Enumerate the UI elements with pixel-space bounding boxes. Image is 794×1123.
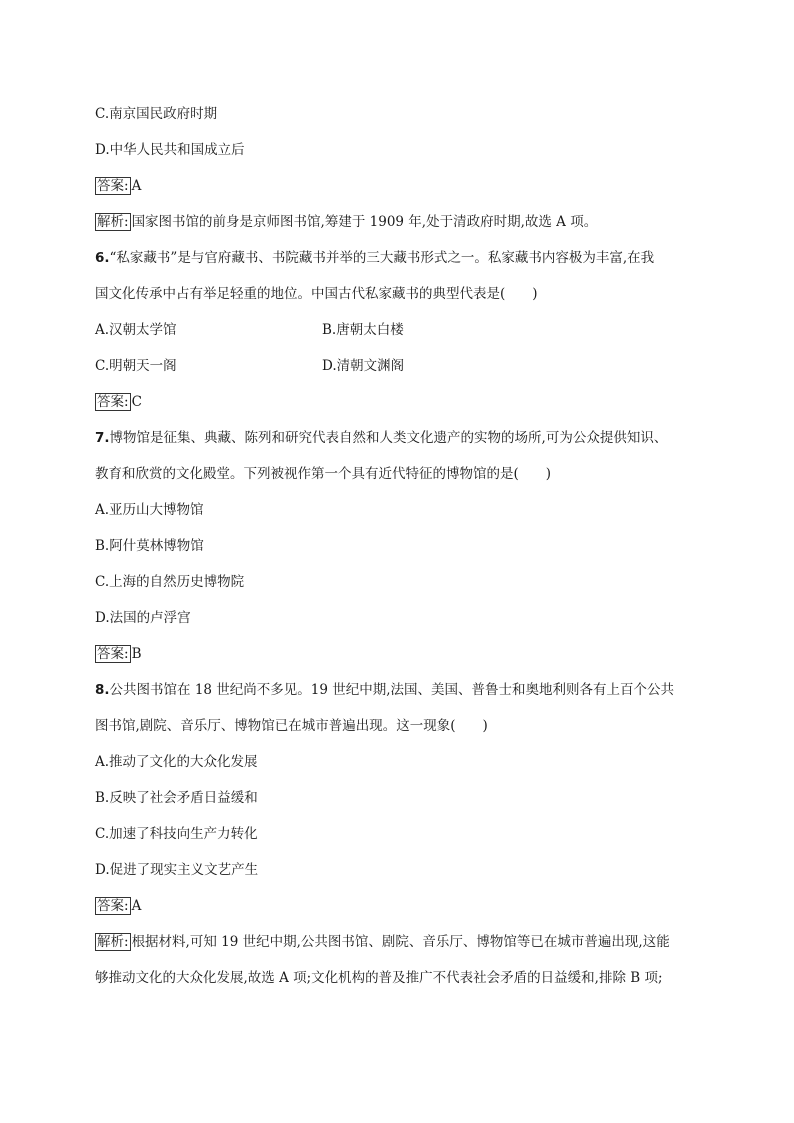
answer-label: 答案: xyxy=(97,178,129,194)
q7-option-c: C.上海的自然历史博物院 xyxy=(95,574,245,590)
q8-option-a: A.推动了文化的大众化发展 xyxy=(95,754,258,770)
answer-label: 答案: xyxy=(97,646,129,662)
analysis-text: 国家图书馆的前身是京师图书馆,筹建于 1909 年,处于清政府时期,故选 A 项。 xyxy=(131,214,598,230)
answer-label: 答案: xyxy=(97,898,129,914)
question-number: 8. xyxy=(95,682,110,698)
q6-option-d: D.清朝文渊阁 xyxy=(322,358,405,374)
q8-analysis-line1 xyxy=(95,932,670,952)
q7-answer xyxy=(95,644,141,664)
q8-analysis-line2: 够推动文化的大众化发展,故选 A 项;文化机构的普及推广不代表社会矛盾的日益缓和,排除 B 项; xyxy=(95,970,663,986)
question-number: 6. xyxy=(95,250,110,266)
q8-stem-line1 xyxy=(95,680,674,700)
answer-value: A xyxy=(131,178,142,194)
q8-option-b: B.反映了社会矛盾日益缓和 xyxy=(95,790,258,806)
q5-answer xyxy=(95,176,141,196)
analysis-text: 根据材料,可知 19 世纪中期,公共图书馆、剧院、音乐厅、博物馆等已在城市普遍出现,这能 xyxy=(131,934,670,950)
q7-stem-line2: 教育和欣赏的文化殿堂。下列被视作第一个具有近代特征的博物馆的是( ) xyxy=(95,466,552,482)
q6-answer xyxy=(95,392,142,412)
q6-option-c: C.明朝天一阁 xyxy=(95,358,177,374)
q8-stem-line2: 图书馆,剧院、音乐厅、博物馆已在城市普遍出现。这一现象( ) xyxy=(95,718,488,734)
q7-option-b: B.阿什莫林博物馆 xyxy=(95,538,204,554)
q5-analysis xyxy=(95,212,597,232)
q6-option-a: A.汉朝太学馆 xyxy=(95,322,177,338)
answer-value: C xyxy=(131,394,142,410)
q7-stem-line1 xyxy=(95,428,667,448)
analysis-label: 解析: xyxy=(97,934,129,950)
q8-option-d: D.促进了现实主义文艺产生 xyxy=(95,862,259,878)
question-text: “私家藏书”是与官府藏书、书院藏书并举的三大藏书形式之一。私家藏书内容极为丰富,在我 xyxy=(109,250,655,266)
q7-option-d: D.法国的卢浮宫 xyxy=(95,610,191,626)
question-text: 博物馆是征集、典藏、陈列和研究代表自然和人类文化遗产的实物的场所,可为公众提供知识、 xyxy=(109,430,668,446)
q8-option-c: C.加速了科技向生产力转化 xyxy=(95,826,258,842)
question-number: 7. xyxy=(95,430,110,446)
answer-value: A xyxy=(131,898,142,914)
q6-option-b: B.唐朝太白楼 xyxy=(322,322,404,338)
q7-option-a: A.亚历山大博物馆 xyxy=(95,502,204,518)
analysis-label: 解析: xyxy=(97,214,129,230)
answer-value: B xyxy=(131,646,142,662)
q6-stem-line2: 国文化传承中占有举足轻重的地位。中国古代私家藏书的典型代表是( ) xyxy=(95,286,538,302)
question-text: 公共图书馆在 18 世纪尚不多见。19 世纪中期,法国、美国、普鲁士和奥地利则各有上百个公共 xyxy=(109,682,675,698)
q5-option-c: C.南京国民政府时期 xyxy=(95,106,218,122)
answer-label: 答案: xyxy=(97,394,129,410)
q8-answer xyxy=(95,896,141,916)
q6-stem-line1 xyxy=(95,248,654,268)
q5-option-d: D.中华人民共和国成立后 xyxy=(95,142,245,158)
